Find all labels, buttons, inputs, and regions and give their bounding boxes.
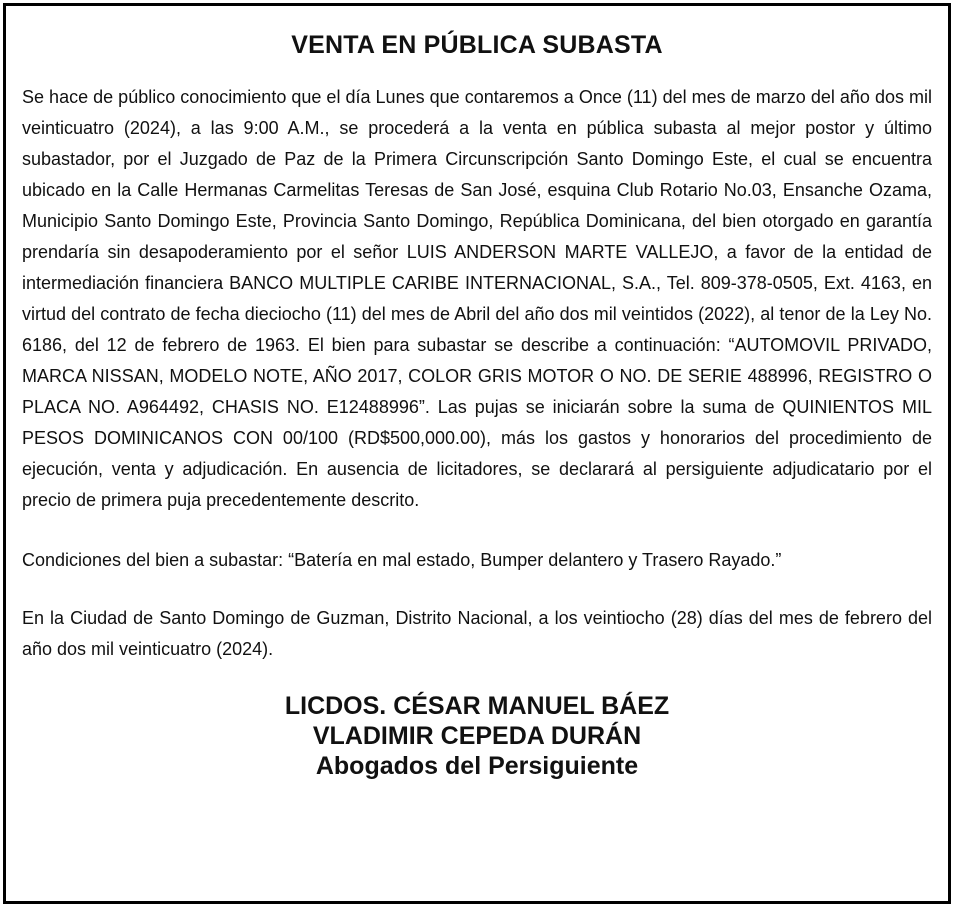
signature-line-role: Abogados del Persiguiente (315, 752, 639, 780)
signature-block (22, 691, 932, 781)
notice-paragraph-conditions: Condiciones del bien a subastar: “Batería en mal estado, Bumper delantero y Trasero Rayado.” (22, 550, 782, 570)
signature-line-lawyer-1: LICDOS. CÉSAR MANUEL BÁEZ (284, 692, 670, 720)
notice-frame (3, 3, 951, 904)
notice-content (22, 6, 932, 901)
notice-paragraph-main: Se hace de público conocimiento que el día Lunes que contaremos a Once (11) del mes de marzo del año dos mil veinticuatro (2024), a las 9:00 A.M., se procederá a la venta en pública subasta al mejor postor y último subastador, por el Juzgado de Paz de la Primera Circunscripción Santo Domingo Este, el cual se encuentra ubicado en la Calle Hermanas Carmelitas Teresas de San José, esquina Club Rotario No.03, Ensanche Ozama, Municipio Santo Domingo Este, Provincia Santo Domingo, República Dominicana, del bien otorgado en garantía prendaría sin desapoderamiento por el señor LUIS ANDERSON MARTE VALLEJO, a favor de la entidad de intermediación financiera BANCO MULTIPLE CARIBE INTERNACIONAL, S.A., Tel. 809-378-0505, Ext. 4163, en virtud del contrato de fecha dieciocho (11) del mes de Abril del año dos mil veintidos (2022), al tenor de la Ley No. 6186, del 12 de febrero de 1963. El bien para subastar se describe a continuación: “AUTOMOVIL PRIVADO, MARCA NISSAN, MODELO NOTE, AÑO 2017, COLOR GRIS MOTOR O NO. DE SERIE 488996, REGISTRO O PLACA NO. A964492, CHASIS NO. E12488996”. Las pujas se iniciarán sobre la suma de QUINIENTOS MIL PESOS DOMINICANOS CON 00/100 (RD$500,000.00), más los gastos y honorarios del procedimiento de ejecución, venta y adjudicación. En ausencia de licitadores, se declarará al persiguiente adjudicatario por el precio de primera puja precedentemente descrito. (22, 87, 932, 510)
signature-line-lawyer-2: VLADIMIR CEPEDA DURÁN (312, 722, 642, 750)
notice-title: VENTA EN PÚBLICA SUBASTA (291, 31, 663, 59)
notice-paragraph-place-date: En la Ciudad de Santo Domingo de Guzman, Distrito Nacional, a los veintiocho (28) días del mes de febrero del año dos mil veinticuatro (2024). (22, 608, 932, 659)
